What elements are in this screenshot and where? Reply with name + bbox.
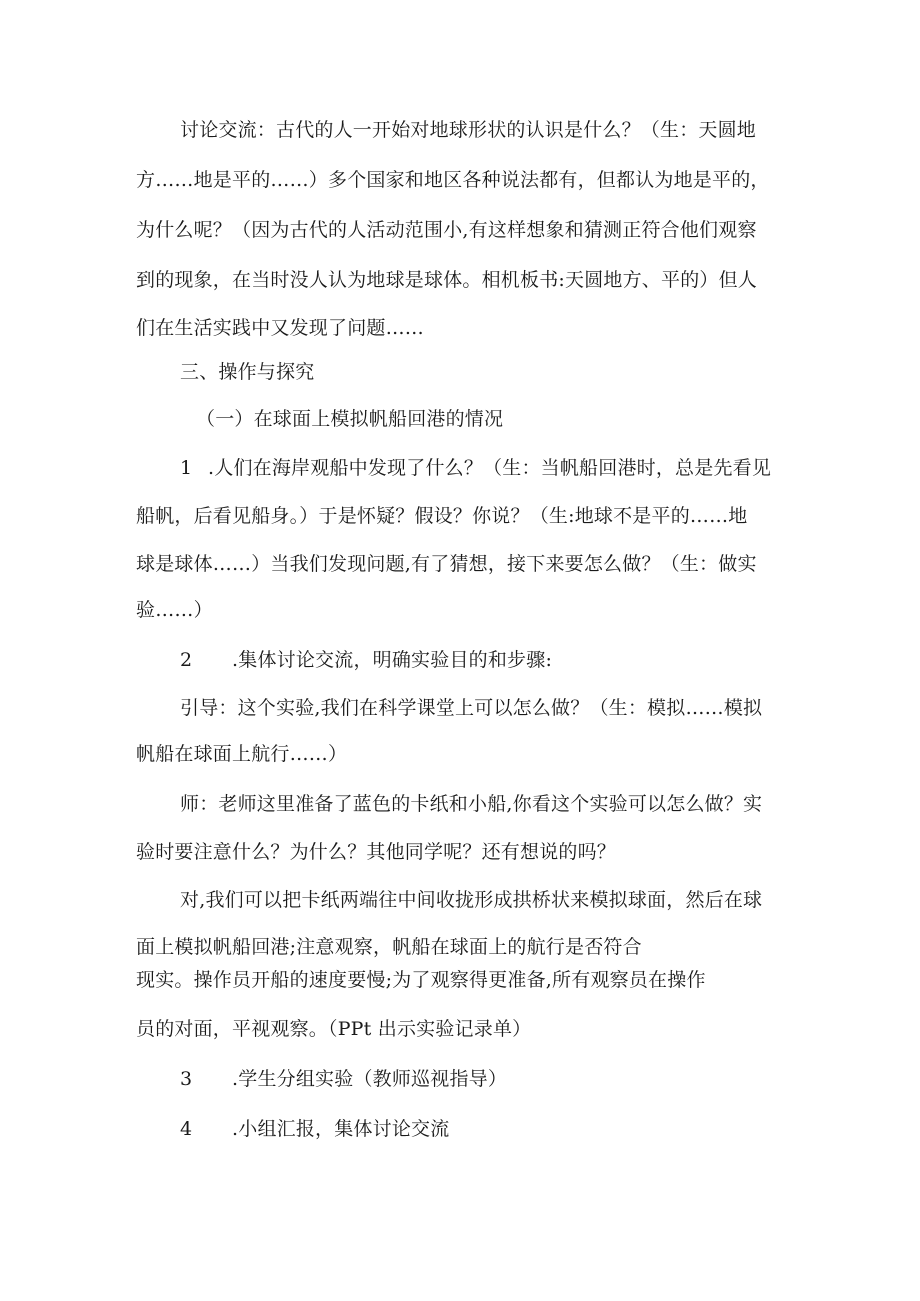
step-4-text: .小组汇报，集体讨论交流 [232,1118,450,1140]
teacher-line-1: 师：老师这里准备了蓝色的卡纸和小船,你看这个实验可以怎么做？实 [180,793,763,815]
explain-line-3: 现实。操作员开船的速度要慢;为了观察得更准备,所有观察员在操作 [136,969,706,991]
step-4-line [180,1117,449,1141]
discussion-line-2: 方……地是平的……）多个国家和地区各种说法都有，但都认为地是平的， [136,169,770,191]
step-1-line-2: 船帆，后看见船身。）于是怀疑？假设？你说？（生:地球不是平的……地 [136,505,748,527]
step-1-line-4: 验……） [136,599,213,621]
explain-line-1: 对,我们可以把卡纸两端往中间收拢形成拱桥状来模拟球面，然后在球 [180,889,763,911]
step-1-number: 1 [180,457,193,479]
step-2-line [180,648,552,672]
explain-line-4: 员的对面，平视观察。（PPt 出示实验记录单） [136,1018,532,1040]
step-1-text: .人们在海岸观船中发现了什么？（生：当帆船回港时，总是先看见 [208,457,772,479]
discussion-line-4: 到的现象，在当时没人认为地球是球体。相机板书:天圆地方、平的）但人 [136,269,758,291]
step-4-number: 4 [180,1118,193,1140]
teacher-line-2: 验时要注意什么？为什么？其他同学呢？还有想说的吗？ [136,841,617,863]
step-1-line-3: 球是球体……）当我们发现问题,有了猜想，接下来要怎么做？（生：做实 [136,553,757,575]
step-2-text: .集体讨论交流，明确实验目的和步骤: [232,649,553,671]
explain-line-2: 面上模拟帆船回港;注意观察，帆船在球面上的航行是否符合 [136,936,642,958]
guide-line-2: 帆船在球面上航行……） [136,743,348,765]
discussion-line-3: 为什么呢？（因为古代的人活动范围小,有这样想象和猜测正符合他们观察 [136,219,757,241]
step-3-text: .学生分组实验（教师巡视指导） [232,1068,508,1090]
subsection-one-heading: （一）在球面上模拟帆船回港的情况 [196,408,504,430]
section-three-heading: 三、操作与探究 [180,361,315,383]
step-3-number: 3 [180,1068,193,1090]
discussion-line-5: 们在生活实践中又发现了问题…… [136,317,425,339]
step-1-line-1 [180,456,771,480]
guide-line-1: 引导：这个实验,我们在科学课堂上可以怎么做？（生：模拟……模拟 [180,697,763,719]
step-2-number: 2 [180,649,193,671]
step-3-line [180,1067,507,1091]
discussion-line-1: 讨论交流：古代的人一开始对地球形状的认识是什么？（生：天圆地 [180,119,757,141]
